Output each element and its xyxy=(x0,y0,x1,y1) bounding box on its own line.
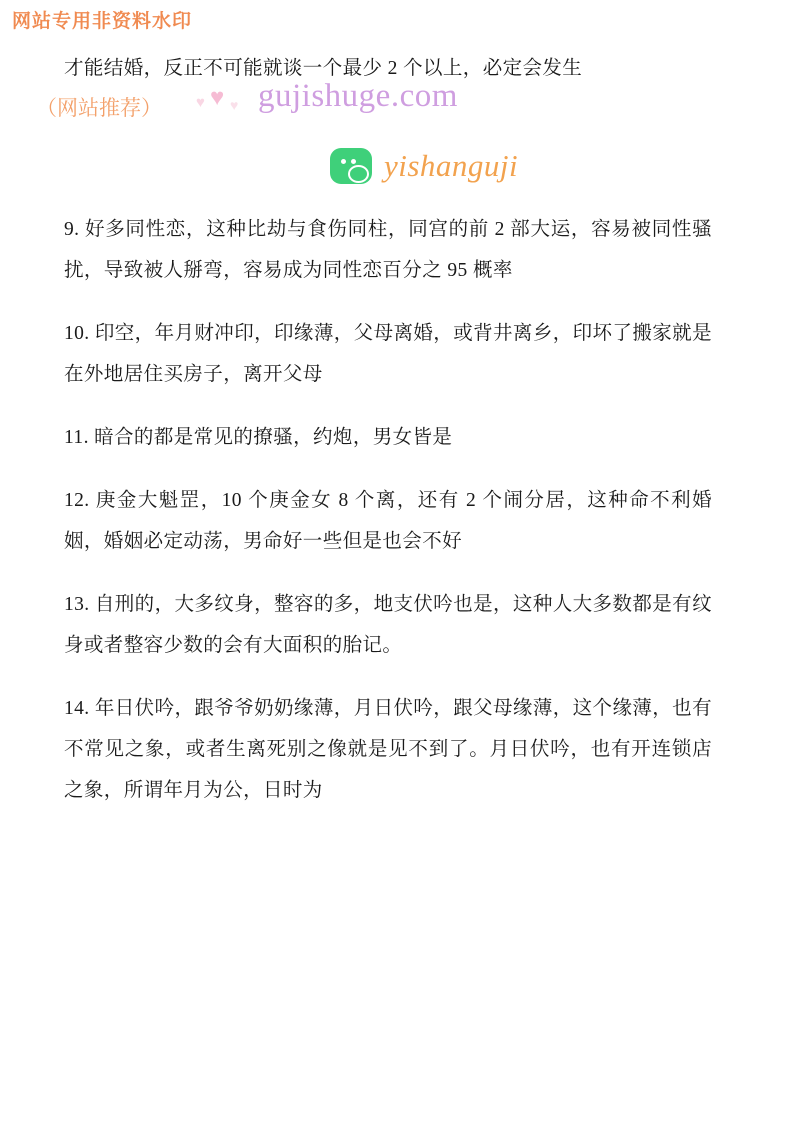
paragraph: 13. 自刑的，大多纹身，整容的多，地支伏吟也是，这种人大多数都是有纹身或者整容少数的会有大面积的胎记。 xyxy=(64,594,712,656)
paragraph: 才能结婚，反正不可能就谈一个最少 2 个以上，必定会发生 xyxy=(64,58,583,79)
paragraph: 11. 暗合的都是常见的撩骚，约炮，男女皆是 xyxy=(64,427,453,448)
paragraph: 14. 年日伏吟，跟爷爷奶奶缘薄，月日伏吟，跟父母缘薄，这个缘薄，也有不常见之象，或者生离死别之像就是见不到了。月日伏吟，也有开连锁店之象，所谓年月为公，日时为 xyxy=(64,698,712,801)
paragraph: 10. 印空，年月财冲印，印缘薄，父母离婚，或背井离乡，印坏了搬家就是在外地居住买房子，离开父母 xyxy=(64,323,712,385)
wechat-id-label: yishanguji xyxy=(384,148,519,183)
watermark-recommend-badge: （网站推荐） xyxy=(36,97,162,120)
watermark-domain: gujishuge.com xyxy=(258,78,458,114)
paragraph: 12. 庚金大魁罡，10 个庚金女 8 个离，还有 2 个闹分居，这种命不利婚姻，婚姻必定动荡，男命好一些但是也会不好 xyxy=(64,490,712,552)
document-body xyxy=(64,48,712,833)
heart-icon-small: ♥ xyxy=(196,95,205,111)
heart-icon-tiny: ♥ xyxy=(230,99,239,114)
paragraph: 9. 好多同性恋，这种比劫与食伤同柱，同宫的前 2 部大运，容易被同性骚扰，导致被人掰弯，容易成为同性恋百分之 95 概率 xyxy=(64,219,712,281)
heart-icon-large: ♥ xyxy=(210,85,225,111)
watermark-top-left: 网站专用非资料水印 xyxy=(12,11,193,32)
